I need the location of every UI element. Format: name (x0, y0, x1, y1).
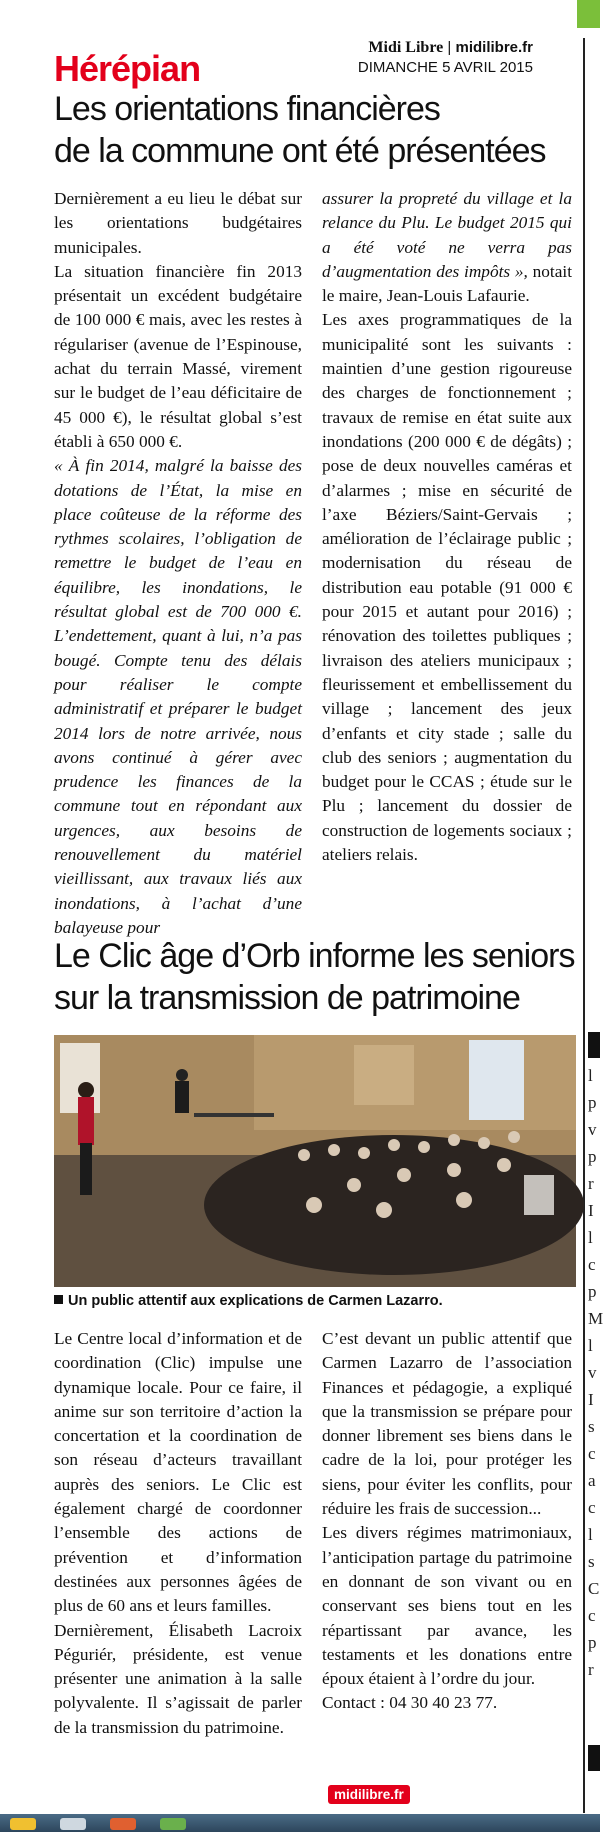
neighbour-column (588, 1062, 603, 1683)
paragraph-text: notait le maire, Jean-Louis Lafaurie. (322, 261, 572, 306)
caption-marker (54, 1295, 63, 1304)
page-divider (583, 38, 585, 1813)
quote-text: assurer la propreté du village et la relance du Plu. Le budget 2015 qui a été voté ne verra pas d’augmentation des impôts », (322, 189, 572, 281)
neighbour-letter: c (588, 1255, 596, 1274)
neighbour-letter: I (588, 1201, 594, 1220)
separator: | (447, 39, 452, 56)
article2-title (54, 935, 574, 1019)
article1-column-right (322, 187, 572, 867)
paragraph: Les divers régimes matrimoniaux, l’anticipation partage du patrimoine en donnant de son vivant ou en conservant ses biens tout en les répartissant par avance, les testaments et les donations entre époux étaient à l’ordre du jour. (322, 1523, 572, 1689)
neighbour-letter: v (588, 1120, 597, 1139)
neighbour-letter: c (588, 1444, 596, 1463)
neighbour-letter: l (588, 1228, 593, 1247)
paragraph: Le Centre local d’information et de coordination (Clic) impulse une dynamique locale. Pour ce faire, il anime sur son territoire d’action la concertation et la coordination de son réseau d’acteurs travaillant auprès des seniors. Le Clic est également chargé de coordonner l’ensemble des actions de prévention et d’information destinées aux personnes âgées de plus de 60 ans et leurs familles. (54, 1329, 302, 1616)
paper-name: Midi Libre (368, 39, 444, 56)
neighbour-letter: v (588, 1363, 597, 1382)
contact-line: Contact : 04 30 40 23 77. (322, 1693, 498, 1713)
neighbour-letter: c (588, 1498, 596, 1517)
taskbar (0, 1814, 600, 1832)
paragraph: Dernièrement, Élisabeth Lacroix Péguriér, présidente, est venue présenter une animation à la salle polyvalente. Il s’agissait de parler de la transmission du patrimoine. (54, 1620, 302, 1737)
neighbour-letter: p (588, 1093, 597, 1112)
article2-title-line: sur la transmission de patrimoine (54, 979, 520, 1017)
neighbour-letter: s (588, 1552, 595, 1571)
taskbar-app-icon[interactable] (160, 1818, 186, 1830)
quote-text: « À fin 2014, malgré la baisse des dotations de l’État, la mise en place coûteuse de la réforme des rythmes scolaires, l’obligation de remettre le budget de l’eau en équilibre, les inondations, le résultat global est de 700 000 €. L’endettement, quant à lui, n’a pas bougé. Compte tenu des délais pour réaliser le compte administratif et préparer le budget 2014 lors de notre arrivée, nous avons continué à gérer avec prudence les finances de la commune tout en répondant aux urgences, aux besoins de renouvellement du matériel vieillissant, aux travaux liés aux inondations, à l’achat d’une balayeuse pour (54, 456, 302, 937)
article2-column-right (322, 1327, 572, 1716)
neighbour-heading-block (588, 1745, 600, 1771)
taskbar-app-icon[interactable] (110, 1818, 136, 1830)
article1-title-line: de la commune ont été présentées (54, 132, 546, 170)
neighbour-letter: C (588, 1579, 600, 1598)
neighbour-heading-block (588, 1032, 600, 1058)
paragraph: C’est devant un public attentif que Carmen Lazarro de l’association Finances et pédagogie, a expliqué que la transmission se prépare pour donner librement ses biens dans le cadre de la loi, pour protéger les siens, pour éviter les conflits, pour réduire les frais de succession... (322, 1329, 572, 1519)
paper-masthead (358, 38, 533, 78)
neighbour-letter: l (588, 1066, 593, 1085)
quote-paragraph (54, 454, 302, 940)
section-tab (577, 0, 600, 28)
neighbour-letter: M (588, 1309, 603, 1328)
neighbour-letter: c (588, 1606, 596, 1625)
neighbour-letter: s (588, 1417, 595, 1436)
article1-title (54, 88, 546, 172)
issue-date: DIMANCHE 5 AVRIL 2015 (357, 59, 533, 76)
caption-text: Un public attentif aux explications de Carmen Lazarro. (68, 1293, 443, 1309)
neighbour-letter: p (588, 1282, 597, 1301)
neighbour-letter: l (588, 1336, 593, 1355)
article1-title-line: Les orientations financières (54, 90, 440, 128)
paragraph: Dernièrement a eu lieu le débat sur les orientations budgétaires municipales. (54, 189, 302, 257)
midilibre-badge[interactable]: midilibre.fr (328, 1785, 410, 1804)
neighbour-letter: l (588, 1525, 593, 1544)
paragraph: La situation financière fin 2013 présentait un excédent budgétaire de 100 000 € mais, avec les restes à régulariser (avenue de l’Espinouse, achat du terrain Massé, virement sur le budget de l’eau déficitaire de 45 000 €), le résultat global s’est établi à 650 000 €. (54, 261, 302, 451)
article1-column-left (54, 187, 302, 940)
neighbour-letter: I (588, 1390, 594, 1409)
event-photo (54, 1035, 576, 1287)
taskbar-app-icon[interactable] (60, 1818, 86, 1830)
article2-column-left (54, 1327, 302, 1740)
paragraph: Les axes programmatiques de la municipalité sont les suivants : maintien d’une gestion rigoureuse des charges de fonctionnement ; travaux de remise en état suite aux inondations (200 000 € de dégâts) ; pose de deux nouvelles caméras et d’alarmes ; mise en sécurité de l’axe Béziers/Saint-Gervais ; amélioration de l’éclairage public ; modernisation du réseau de distribution eau potable (91 000 € pour 2015 et autant pour 2016) ; rénovation des toilettes publiques ; livraison des ateliers municipaux ; fleurissement et embellissement du village ; lancement des jeux d’enfants et city stade ; salle du club des seniors ; augmentation du budget pour le CCAS ; étude sur le Plu ; lancement du dossier de construction de logements sociaux ; ateliers relais. (322, 310, 572, 865)
neighbour-letter: r (588, 1174, 594, 1193)
paper-url: midilibre.fr (455, 39, 533, 56)
neighbour-letter: p (588, 1633, 597, 1652)
taskbar-app-icon[interactable] (10, 1818, 36, 1830)
neighbour-letter: r (588, 1660, 594, 1679)
paragraph (322, 187, 572, 308)
photo-caption (54, 1293, 443, 1309)
article2-title-line: Le Clic âge d’Orb informe les seniors (54, 937, 575, 975)
neighbour-letter: p (588, 1147, 597, 1166)
neighbour-letter: a (588, 1471, 596, 1490)
town-name: Hérépian (54, 48, 201, 89)
